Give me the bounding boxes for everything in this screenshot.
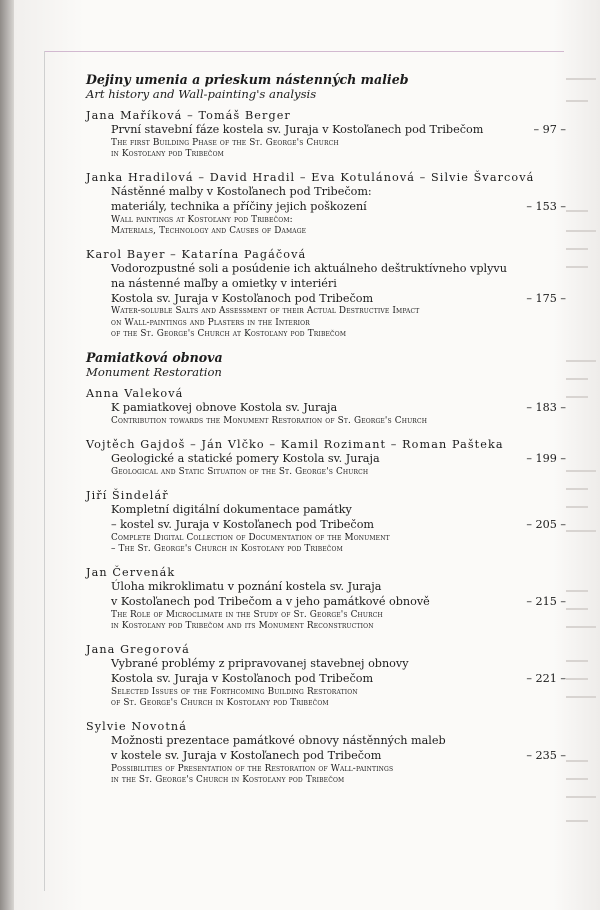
- entry-english-title-line: – The St. George's Church in Kostoľany pod Tribečom: [111, 544, 343, 554]
- entry-page-number: – 215 –: [526, 595, 566, 608]
- show-through-line: [566, 378, 588, 380]
- entry-title-line: v kostele sv. Juraja v Kostoľanech pod Tribečom: [111, 749, 382, 762]
- toc-entry: [86, 386, 566, 427]
- entry-authors: Vojtěch Gajdoš – Ján Vlčko – Kamil Rozimant – Roman Pašteka: [86, 438, 504, 452]
- toc-entry: [86, 642, 566, 709]
- show-through-line: [566, 820, 588, 822]
- entry-page-number: – 175 –: [526, 291, 566, 305]
- toc-entry: [86, 488, 566, 555]
- entry-title-line: Kostola sv. Juraja v Kostoľanoch pod Tribečom: [111, 291, 374, 305]
- entry-english-title-line: Water-soluble Salts and Assessment of their Actual Destructive Impact: [111, 306, 420, 317]
- entry-english-title-line: in the St. George's Church in Kostoľany pod Tribečom: [111, 775, 345, 785]
- entry-title-line: na nástenné maľby a omietky v interiéri: [111, 277, 337, 290]
- entry-authors: Jana Maříková – Tomáš Berger: [86, 109, 291, 122]
- entry-body: [86, 503, 566, 555]
- show-through-line: [566, 360, 596, 362]
- page-frame-top-rule: [44, 51, 564, 52]
- entry-title-line: Nástěnné malby v Kostoľanech pod Tribečom:: [111, 185, 372, 199]
- show-through-line: [566, 778, 588, 780]
- entry-english-title-line: of St. George's Church in Kostoľany pod Tribečom: [111, 698, 329, 708]
- section-heading: [86, 350, 566, 379]
- show-through-line: [566, 608, 588, 610]
- entry-english-title-line: The Role of Microclimate in the Study of St. George's Church: [111, 609, 383, 620]
- entry-title-line: Vybrané problémy z pripravovanej stavebnej obnovy: [111, 657, 409, 671]
- entry-body: [86, 401, 566, 427]
- section-heading: [86, 72, 566, 101]
- entry-title-line: Geologické a statické pomery Kostola sv. Juraja: [111, 452, 380, 466]
- entry-authors: Karol Bayer – Katarína Pagáčová: [86, 248, 307, 262]
- entry-title-line: První stavební fáze kostela sv. Juraja v Kostoľanech pod Tribečom: [111, 123, 484, 136]
- section-title: Pamiatková obnova: [86, 350, 223, 366]
- entry-english-title-line: Contribution towards the Monument Restoration of St. George's Church: [111, 416, 428, 426]
- entry-page-number: – 221 –: [526, 672, 566, 685]
- toc-entry: [86, 108, 566, 160]
- entry-body: [86, 657, 566, 709]
- show-through-line: [566, 396, 588, 398]
- show-through-line: [566, 696, 596, 698]
- show-through-line: [566, 100, 588, 102]
- entry-authors: Anna Valeková: [86, 387, 184, 401]
- entry-page-number: – 235 –: [526, 749, 566, 762]
- entry-title-line: Úloha mikroklimatu v poznání kostela sv. Juraja: [111, 580, 382, 594]
- entry-english-title-line: The first Building Phase of the St. George's Church: [111, 137, 339, 148]
- entry-body: [86, 262, 566, 340]
- show-through-line: [566, 210, 588, 212]
- entry-page-number: – 199 –: [526, 452, 566, 466]
- table-of-contents: [86, 72, 566, 796]
- toc-entry: [86, 719, 566, 786]
- entry-english-title-line: Complete Digital Collection of Documentation of the Monument: [111, 532, 390, 543]
- entry-english-title-line: Selected Issues of the Forthcoming Building Restoration: [111, 686, 358, 697]
- entry-body: [86, 734, 566, 786]
- show-through-text: [566, 60, 600, 840]
- entry-authors: Jiří Šindelář: [86, 489, 169, 503]
- entry-title-line: materiály, technika a příčiny jejich poškození: [111, 200, 367, 213]
- entry-english-title-line: Materials, Technology and Causes of Damage: [111, 226, 307, 236]
- entry-page-number: – 205 –: [526, 518, 566, 531]
- entry-authors: Jan Červenák: [86, 566, 176, 580]
- entry-body: [86, 580, 566, 632]
- entry-page-number: – 183 –: [526, 401, 566, 415]
- show-through-line: [566, 488, 588, 490]
- show-through-line: [566, 470, 596, 472]
- toc-entry: [86, 170, 566, 237]
- section-title: Dejiny umenia a prieskum nástenných malieb: [86, 72, 409, 87]
- entry-title-line: Kostola sv. Juraja v Kostoľanoch pod Tribečom: [111, 672, 374, 685]
- entry-english-title-line: on Wall-paintings and Plasters in the Interior: [111, 317, 310, 328]
- entry-title-line: Vodorozpustné soli a posúdenie ich aktuálneho deštruktívneho vplyvu: [111, 262, 507, 276]
- show-through-line: [566, 78, 596, 80]
- entry-body: [86, 123, 566, 160]
- entry-page-number: – 153 –: [526, 200, 566, 213]
- toc-entry: [86, 437, 566, 478]
- page-frame-left-rule: [44, 51, 45, 891]
- toc-entry: [86, 247, 566, 340]
- entry-authors: Janka Hradilová – David Hradil – Eva Kotulánová – Silvie Švarcová: [86, 171, 535, 185]
- show-through-line: [566, 530, 596, 532]
- show-through-line: [566, 660, 588, 662]
- toc-entry: [86, 565, 566, 632]
- entry-body: [86, 185, 566, 237]
- entry-english-title-line: in Kostoľany pod Tribečom and its Monument Reconstruction: [111, 621, 374, 631]
- show-through-line: [566, 590, 588, 592]
- entry-english-title-line: Wall paintings at Kostoľany pod Tribečom:: [111, 214, 293, 225]
- show-through-line: [566, 678, 588, 680]
- show-through-line: [566, 506, 588, 508]
- show-through-line: [566, 248, 588, 250]
- entry-title-line: Možnosti prezentace památkové obnovy nástěnných maleb: [111, 734, 446, 748]
- section-subtitle: Art history and Wall-painting's analysis: [86, 87, 317, 101]
- entry-body: [86, 452, 566, 478]
- section-subtitle: Monument Restoration: [86, 365, 222, 380]
- entry-title-line: K pamiatkovej obnove Kostola sv. Juraja: [111, 401, 338, 415]
- entry-english-title-line: Geological and Static Situation of the St. George's Church: [111, 467, 369, 477]
- show-through-line: [566, 796, 596, 798]
- entry-title-line: Kompletní digitální dokumentace památky: [111, 503, 352, 517]
- entry-english-title-line: of the St. George's Church at Kostoľany pod Tribečom: [111, 329, 347, 339]
- entry-title-line: – kostel sv. Juraja v Kostoľanech pod Tribečom: [111, 518, 375, 531]
- show-through-line: [566, 230, 596, 232]
- entry-page-number: – 97 –: [533, 123, 566, 136]
- entry-authors: Sylvie Novotná: [86, 720, 187, 734]
- entry-title-line: v Kostoľanech pod Tribečom a v jeho památkové obnově: [111, 595, 430, 608]
- show-through-line: [566, 760, 588, 762]
- show-through-line: [566, 266, 588, 268]
- entry-authors: Jana Gregorová: [86, 643, 190, 657]
- entry-english-title-line: in Kostoľany pod Tribečom: [111, 149, 224, 159]
- show-through-line: [566, 626, 596, 628]
- entry-english-title-line: Possibilities of Presentation of the Restoration of Wall-paintings: [111, 763, 394, 774]
